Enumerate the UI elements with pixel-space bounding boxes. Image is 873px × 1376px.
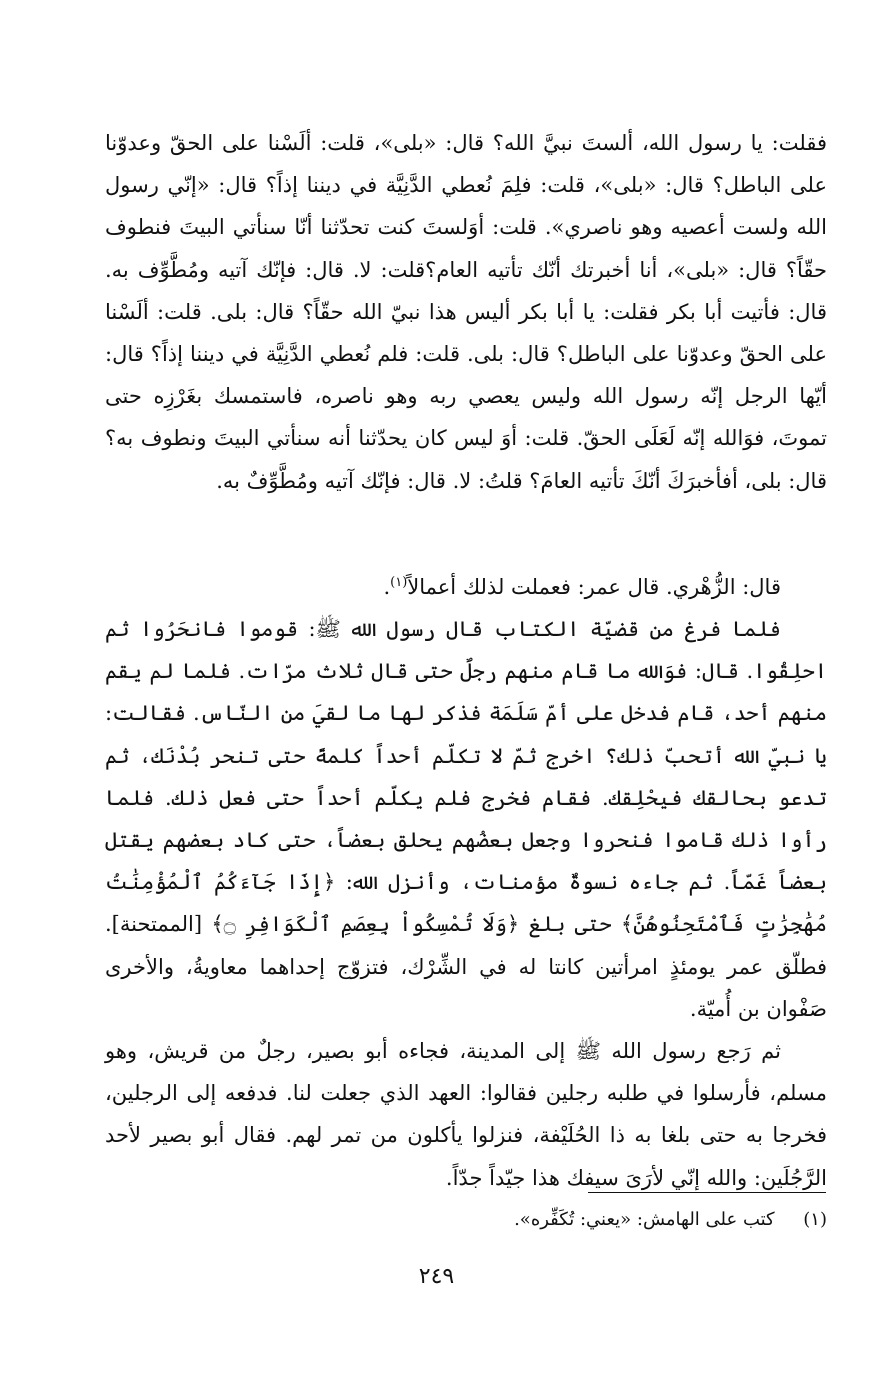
paragraph-text-body: قال: الزُّهْري. قال عمر: فعملت لذلك أعمالاً — [407, 575, 781, 599]
footnote-reference: (١) — [390, 575, 408, 590]
text-paragraph-1 — [105, 122, 827, 502]
page-number: ٢٤٩ — [418, 1264, 455, 1289]
paragraph-text: قال: الزُّهْري. قال عمر: فعملت لذلك أعمالاً$^{(١)}$. — [383, 575, 781, 599]
paragraph-text: فلما فرغ من قضيّة الكتاب قال رسول الله ﷺ: قوموا فانحَرُوا ثم احلِقُوا. قال: فوَالله ما قام منهم رجلٌ حتى قال ثلاث مرّات. فلما لم يقم منهم أحد، قام فدخل على أمّ سَلَمَة فذكر لها ما لقيَ من النّاس. فقالت: يا نبيّ الله أتحبّ ذلك؟ اخرج ثمّ لا تكلّم أحداً كلمةً حتى تنحر بُدْنَك، ثم تدعو بحالقك فيحْلِقك. فقام فخرج فلم يكلّم أحداً حتى فعل ذلك. فلما رأوا ذلك قاموا فنحروا وجعل بعضُهم يحلق بعضاً، حتى كاد بعضهم يقتل بعضاً غَمّاً. ثم جاءه نسوةٌ مؤمنات، وأنزل الله: ﴿إِذَا جَآءَكُمُ ٱلْمُؤْمِنَٰتُ مُهَٰجِرَٰتٍ فَٱمْتَحِنُوهُنَّ﴾ حتى بلغ ﴿وَلَا تُمْسِكُواْ بِعِصَمِ ٱلْكَوَافِرِ ۝﴾ [الممتحنة]. فطلّق عمر يومئذٍ امرأتين كانتا له في الشِّرْك، فتزوّج إحداهما معاويةُ، والأخرى صَفْوان بن أُميّة. — [105, 617, 828, 1021]
paragraph-text: ثم رَجع رسول الله ﷺ إلى المدينة، فجاءه أبو بصير، رجلٌ من قريش، وهو مسلم، فأرسلوا في طلبه رجلين فقالوا: العهد الذي جعلت لنا. فدفعه إلى الرجلين، فخرجا به حتى بلغا به ذا الحُلَيْفة، فنزلوا يأكلون من تمر لهم. فقال أبو بصير لأحد الرَّجُلَين: والله إنّي لأرَىَ سيفك هذا جيّداً جدّاً. — [105, 1039, 827, 1190]
text-paragraph-2 — [105, 566, 827, 608]
footnote-divider — [588, 1192, 826, 1193]
footnote — [105, 1206, 827, 1234]
paragraph-text: فقلت: يا رسول الله، ألستَ نبيَّ الله؟ قال: «بلى»، قلت: ألَسْنا على الحقّ وعدوّنا على الباطل؟ قال: «بلى»، قلت: فلِمَ نُعطي الدَّنِيَّة في ديننا إذاً؟ قال: «إنّي رسول الله ولست أعصيه وهو ناصري». قلت: أوَلستَ كنت تحدّثنا أنّا سنأتي البيتَ فنطوف حقّاً؟ قال: «بلى»، أنا أخبرتك أنّك تأتيه العام؟قلت: لا. قال: فإنّك آتيه ومُطَّوِّف به. قال: فأتيت أبا بكر فقلت: يا أبا بكر أليس هذا نبيّ الله حقّاً؟ قال: بلى. قلت: ألَسْنا على الحقّ وعدوّنا على الباطل؟ قال: بلى. قلت: فلم نُعطي الدَّنِيَّة في ديننا إذاً؟ قال: أيّها الرجل إنّه رسول الله وليس يعصي ربه وهو ناصره، فاستمسك بغَرْزِه حتى تموتَ، فوَالله إنّه لَعَلَى الحقّ. قلت: أوَ ليس كان يحدّثنا أنه سنأتي البيتَ ونطوف به؟ قال: بلى، أفأخبرَكَ أنّكَ تأتيه العامَ؟ قلتُ: لا. قال: فإنّك آتيه ومُطَّوِّفٌ به. — [105, 131, 827, 493]
footnote-text: كتب على الهامش: «يعني: تُكَفِّره». — [514, 1209, 775, 1230]
text-paragraph-4 — [105, 1030, 827, 1199]
footnote-number: (١) — [803, 1209, 827, 1230]
text-paragraph-3 — [105, 608, 827, 1030]
